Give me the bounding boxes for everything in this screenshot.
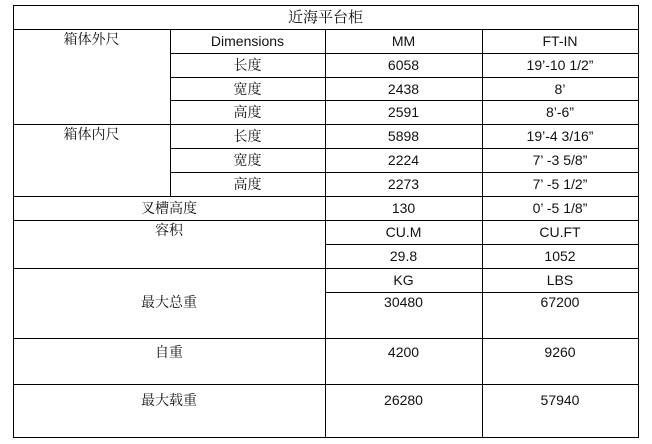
inner-height-label: 高度 bbox=[233, 176, 262, 192]
outer-length-ftin: 19’-10 1/2” bbox=[526, 57, 594, 73]
inner-height-ftin: 7’ -5 1/2” bbox=[532, 176, 588, 192]
max-payload-label: 最大载重 bbox=[141, 392, 197, 408]
capacity-unit-metric: CU.M bbox=[385, 224, 422, 240]
inner-height-mm: 2273 bbox=[387, 176, 420, 192]
inner-width-mm: 2224 bbox=[387, 152, 420, 168]
outer-height-mm: 2591 bbox=[387, 104, 420, 120]
outer-dimensions-label: 箱体外尺 bbox=[63, 31, 120, 47]
tare-kg: 4200 bbox=[387, 344, 420, 360]
ftin-header: FT-IN bbox=[542, 33, 578, 49]
outer-width-ftin: 8’ bbox=[554, 80, 566, 97]
max-gross-kg: 30480 bbox=[384, 294, 423, 310]
rule bbox=[13, 437, 639, 438]
max-payload-kg: 26280 bbox=[384, 392, 423, 408]
fork-pocket-ftin: 0’ -5 1/8” bbox=[532, 200, 588, 216]
max-gross-label: 最大总重 bbox=[141, 294, 197, 310]
capacity-metric: 29.8 bbox=[389, 248, 418, 264]
mm-header: MM bbox=[391, 33, 416, 49]
tare-lbs: 9260 bbox=[544, 344, 576, 360]
max-gross-lbs: 67200 bbox=[540, 294, 580, 310]
inner-length-label: 长度 bbox=[233, 128, 262, 144]
inner-length-mm: 5898 bbox=[387, 128, 420, 144]
weight-unit-kg: KG bbox=[393, 272, 414, 288]
outer-length-label: 长度 bbox=[233, 57, 262, 73]
capacity-unit-imperial: CU.FT bbox=[539, 224, 581, 240]
inner-dimensions-label: 箱体内尺 bbox=[63, 126, 120, 142]
outer-width-label: 宽度 bbox=[233, 80, 262, 97]
outer-length-mm: 6058 bbox=[387, 57, 420, 73]
inner-length-ftin: 19’-4 3/16” bbox=[526, 128, 594, 144]
inner-width-ftin: 7’ -3 5/8” bbox=[532, 152, 588, 168]
fork-pocket-label: 叉槽高度 bbox=[141, 200, 197, 216]
tare-label: 自重 bbox=[155, 344, 183, 360]
table-title: 近海平台柜 bbox=[287, 8, 363, 26]
outer-width-mm: 2438 bbox=[387, 80, 420, 97]
max-payload-lbs: 57940 bbox=[540, 392, 580, 408]
outer-height-label: 高度 bbox=[233, 104, 262, 120]
rule bbox=[638, 5, 639, 438]
dimensions-header: Dimensions bbox=[210, 33, 285, 49]
weight-unit-lbs: LBS bbox=[546, 272, 574, 288]
capacity-imperial: 1052 bbox=[544, 248, 576, 264]
fork-pocket-mm: 130 bbox=[391, 200, 416, 216]
inner-width-label: 宽度 bbox=[233, 152, 262, 168]
outer-height-ftin: 8’-6” bbox=[545, 104, 574, 120]
capacity-label: 容积 bbox=[155, 222, 183, 238]
